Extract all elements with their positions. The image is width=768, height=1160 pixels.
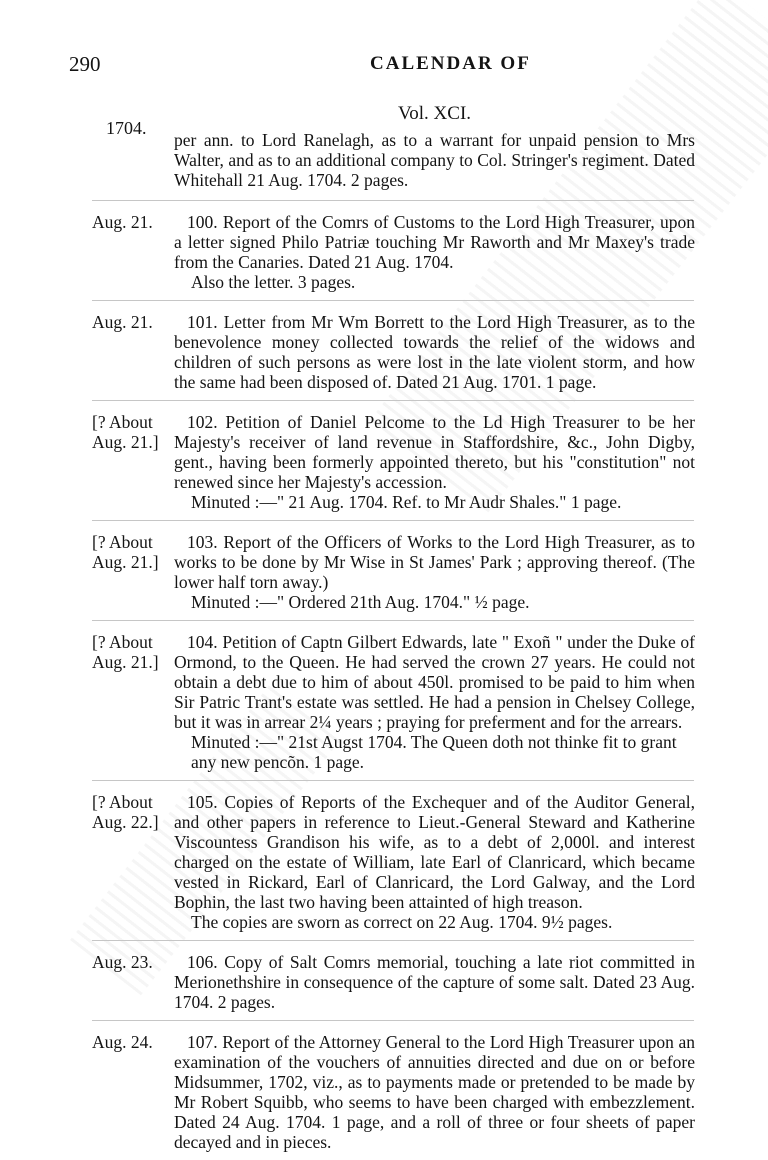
volume-heading: Vol. XCI. — [398, 103, 472, 124]
entry-body — [174, 1032, 695, 1152]
entry-text: 101. Letter from Mr Wm Borrett to the Lord High Treasurer, as to the benevolence money collected towards the relief of the widows and children of such persons as were lost in the late violent storm, and how the same had been disposed of. Dated 21 Aug. 1701. 1 page. — [174, 312, 695, 392]
entry-body — [174, 952, 695, 1012]
entry-date — [92, 412, 172, 452]
entry-note: Minuted :—" Ordered 21th Aug. 1704." ½ page. — [191, 592, 530, 612]
running-title: CALENDAR OF — [370, 53, 531, 74]
entry-note: Also the letter. 3 pages. — [191, 272, 356, 292]
entry-date — [92, 632, 172, 672]
calendar-entry — [0, 792, 768, 932]
entry-date-line: Aug. 21.] — [92, 552, 159, 572]
entry-text: 103. Report of the Officers of Works to the Lord High Treasurer, as to works to be done by Mr Wise in St James' Park ; approving thereof. (The lower half torn away.) — [174, 532, 695, 592]
entry-date-line: Aug. 24. — [92, 1032, 153, 1052]
entry-note: Minuted :—" 21st Augst 1704. The Queen doth not thinke fit to grant any new pencõn. 1 page. — [191, 732, 677, 772]
page-number: 290 — [69, 52, 101, 76]
calendar-entry — [0, 130, 768, 190]
entry-separator — [92, 520, 694, 521]
entry-separator — [92, 400, 694, 401]
entry-date-line: [? About — [92, 412, 153, 432]
entry-date — [92, 792, 172, 832]
entry-date — [92, 312, 172, 332]
entry-body — [174, 532, 695, 612]
entry-body — [174, 212, 695, 292]
entry-date-line: Aug. 23. — [92, 952, 153, 972]
entry-text: 100. Report of the Comrs of Customs to the Lord High Treasurer, upon a letter signed Philo Patriæ touching Mr Raworth and Mr Maxey's trade from the Canaries. Dated 21 Aug. 1704. — [174, 212, 695, 272]
entry-body — [174, 412, 695, 512]
entry-date-line: Aug. 21.] — [92, 652, 159, 672]
calendar-entry — [0, 312, 768, 392]
entry-separator — [92, 300, 694, 301]
entry-text: per ann. to Lord Ranelagh, as to a warrant for unpaid pension to Mrs Walter, and as to an additional company to Col. Stringer's regiment. Dated Whitehall 21 Aug. 1704. 2 pages. — [174, 130, 695, 190]
entry-body — [174, 632, 695, 772]
entry-date-line: [? About — [92, 792, 153, 812]
entry-separator — [92, 1020, 694, 1021]
entry-body — [174, 792, 695, 932]
calendar-entry — [0, 952, 768, 1012]
calendar-entry — [0, 412, 768, 512]
entry-separator — [92, 940, 694, 941]
entry-text: 107. Report of the Attorney General to the Lord High Treasurer upon an examination of the vouchers of annuities directed and due on or before Midsummer, 1702, viz., as to payments made or pretended to be made by Mr Robert Squibb, who seems to have been charged with embezzlement. Dated 24 Aug. 1704. 1 page, and a roll of three or four sheets of paper decayed and in pieces. — [174, 1032, 695, 1152]
entry-date — [92, 532, 172, 572]
entry-body — [174, 312, 695, 392]
calendar-entry — [0, 212, 768, 292]
calendar-entries — [0, 130, 768, 1160]
entry-text: 105. Copies of Reports of the Exchequer and of the Auditor General, and other papers in reference to Lieut.-General Steward and Katherine Viscountess Grandison his wife, as to a debt of 2,000l. and interest charged on the estate of William, late Earl of Clanricard, which became vested in Rickard, Earl of Clanricard, the Lord Galway, and the Lord Bophin, the last two having been attainted of high treason. — [174, 792, 695, 912]
entry-separator — [92, 620, 694, 621]
entry-note: Minuted :—" 21 Aug. 1704. Ref. to Mr Audr Shales." 1 page. — [191, 492, 622, 512]
entry-text: 106. Copy of Salt Comrs memorial, touching a late riot committed in Merionethshire in consequence of the capture of some salt. Dated 23 Aug. 1704. 2 pages. — [174, 952, 695, 1012]
entry-separator — [92, 200, 694, 201]
running-header — [0, 52, 768, 82]
entry-date — [92, 952, 172, 972]
entry-note: The copies are sworn as correct on 22 Aug. 1704. 9½ pages. — [191, 912, 613, 932]
entry-text: 104. Petition of Captn Gilbert Edwards, late " Exoñ " under the Duke of Ormond, to the Queen. He had served the crown 27 years. He could not obtain a debt due to him of about 450l. promised to be paid to him when Sir Patric Trant's estate was settled. He had a pension in Chelsey College, but it was in arrear 2¼ years ; praying for preferment and for the arrears. — [174, 632, 695, 732]
entry-body — [174, 130, 695, 190]
calendar-entry — [0, 532, 768, 612]
entry-date-line: Aug. 22.] — [92, 812, 159, 832]
year-marker: 1704. — [106, 118, 147, 138]
entry-date — [92, 212, 172, 232]
entry-date — [92, 1032, 172, 1052]
entry-date-line: [? About — [92, 532, 153, 552]
calendar-entry — [0, 632, 768, 772]
entry-date-line: Aug. 21.] — [92, 432, 159, 452]
calendar-entry — [0, 1032, 768, 1152]
entry-date-line: Aug. 21. — [92, 312, 153, 332]
entry-text: 102. Petition of Daniel Pelcome to the Ld High Treasurer to be her Majesty's receiver of land revenue in Staffordshire, &c., John Digby, gent., having been formerly appointed thereto, but his "constitution" not renewed since her Majesty's accession. — [174, 412, 695, 492]
entry-separator — [92, 780, 694, 781]
entry-date-line: Aug. 21. — [92, 212, 153, 232]
entry-date-line: [? About — [92, 632, 153, 652]
